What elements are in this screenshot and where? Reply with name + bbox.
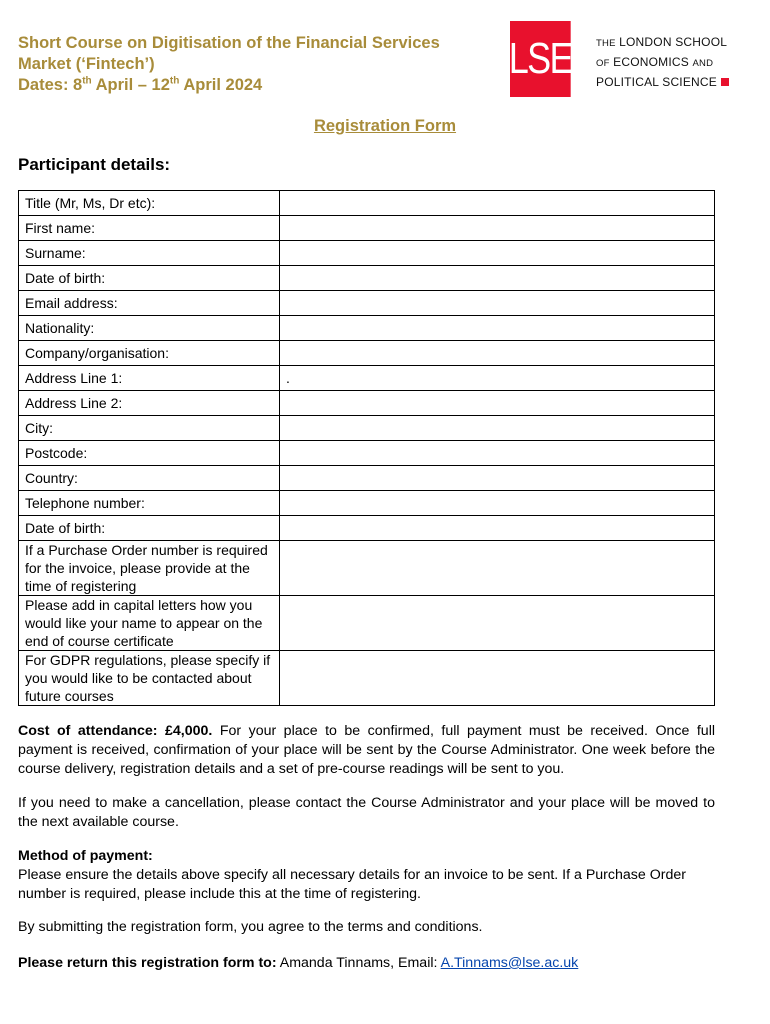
return-text: Amanda Tinnams, Email: (276, 955, 441, 971)
field-input[interactable] (280, 491, 715, 516)
logo-line3: POLITICAL SCIENCE (596, 73, 729, 91)
field-label: Title (Mr, Ms, Dr etc): (19, 191, 280, 216)
email-link[interactable]: A.Tinnams@lse.ac.uk (440, 955, 579, 971)
cost-paragraph (18, 722, 715, 779)
course-title-line2: Market (‘Fintech’) (18, 55, 155, 73)
cancellation-paragraph: If you need to make a cancellation, please contact the Course Administrator and your place will be moved to the next available course. (18, 795, 715, 830)
course-title (18, 33, 488, 96)
field-label: Address Line 1: (19, 366, 280, 391)
table-row (19, 241, 715, 266)
table-row (19, 596, 715, 651)
participant-details-table (18, 190, 715, 706)
field-input[interactable] (280, 216, 715, 241)
field-input[interactable] (280, 341, 715, 366)
payment-heading: Method of payment: (18, 848, 153, 864)
course-dates: Dates: 8th April – 12th April 2024 (18, 75, 263, 94)
table-row (19, 291, 715, 316)
payment-text: Please ensure the details above specify all necessary details for an invoice to be sent. If a Purchase Order number is required, please include this at the time of registering. (18, 867, 686, 902)
table-row (19, 541, 715, 596)
field-input[interactable] (280, 596, 715, 651)
table-row (19, 391, 715, 416)
field-label: Country: (19, 466, 280, 491)
table-row (19, 416, 715, 441)
field-label: Postcode: (19, 441, 280, 466)
table-row (19, 441, 715, 466)
field-input[interactable] (280, 291, 715, 316)
field-label: For GDPR regulations, please specify if you would like to be contacted about future courses (19, 651, 280, 706)
field-label: Please add in capital letters how you would like your name to appear on the end of course certificate (19, 596, 280, 651)
field-label: If a Purchase Order number is required for the invoice, please provide at the time of registering (19, 541, 280, 596)
logo-line1: THE LONDON SCHOOL (596, 35, 728, 49)
table-row (19, 191, 715, 216)
field-input[interactable] (280, 651, 715, 706)
field-label: Date of birth: (19, 516, 280, 541)
field-label: Surname: (19, 241, 280, 266)
course-title-line1: Short Course on Digitisation of the Financial Services (18, 34, 440, 52)
field-label: City: (19, 416, 280, 441)
table-row (19, 316, 715, 341)
table-row (19, 366, 715, 391)
table-row (19, 651, 715, 706)
field-label: Nationality: (19, 316, 280, 341)
field-input[interactable] (280, 466, 715, 491)
field-label: Company/organisation: (19, 341, 280, 366)
field-input[interactable] (280, 541, 715, 596)
lse-logo-text (596, 33, 729, 91)
return-paragraph (18, 954, 715, 973)
field-label: Date of birth: (19, 266, 280, 291)
field-input[interactable]: . (280, 366, 715, 391)
logo-line2: OF ECONOMICS AND (596, 55, 714, 69)
field-input[interactable] (280, 266, 715, 291)
form-title: Registration Form (313, 117, 457, 135)
table-row (19, 266, 715, 291)
field-label: Email address: (19, 291, 280, 316)
participant-details-heading: Participant details: (18, 155, 171, 174)
logo-square-icon (721, 78, 729, 86)
field-label: First name: (19, 216, 280, 241)
cost-label: Cost of attendance: £4,000. (18, 723, 213, 739)
table-row (19, 516, 715, 541)
return-label: Please return this registration form to: (18, 955, 277, 971)
field-input[interactable] (280, 441, 715, 466)
lse-logo-mark: LSE (510, 21, 571, 97)
field-label: Telephone number: (19, 491, 280, 516)
table-row (19, 491, 715, 516)
table-row (19, 466, 715, 491)
field-input[interactable] (280, 391, 715, 416)
payment-section (18, 847, 715, 904)
terms-paragraph: By submitting the registration form, you agree to the terms and conditions. (18, 919, 483, 935)
field-input[interactable] (280, 191, 715, 216)
field-input[interactable] (280, 416, 715, 441)
table-row (19, 341, 715, 366)
cost-text: For your place to be confirmed, full payment must be received. Once full payment is received, confirmation of your place will be sent by the Course Administrator. One week before the course delivery, registration details and a set of pre-course readings will be sent to you. (18, 723, 715, 777)
field-input[interactable] (280, 516, 715, 541)
field-input[interactable] (280, 316, 715, 341)
table-row (19, 216, 715, 241)
field-input[interactable] (280, 241, 715, 266)
field-label: Address Line 2: (19, 391, 280, 416)
